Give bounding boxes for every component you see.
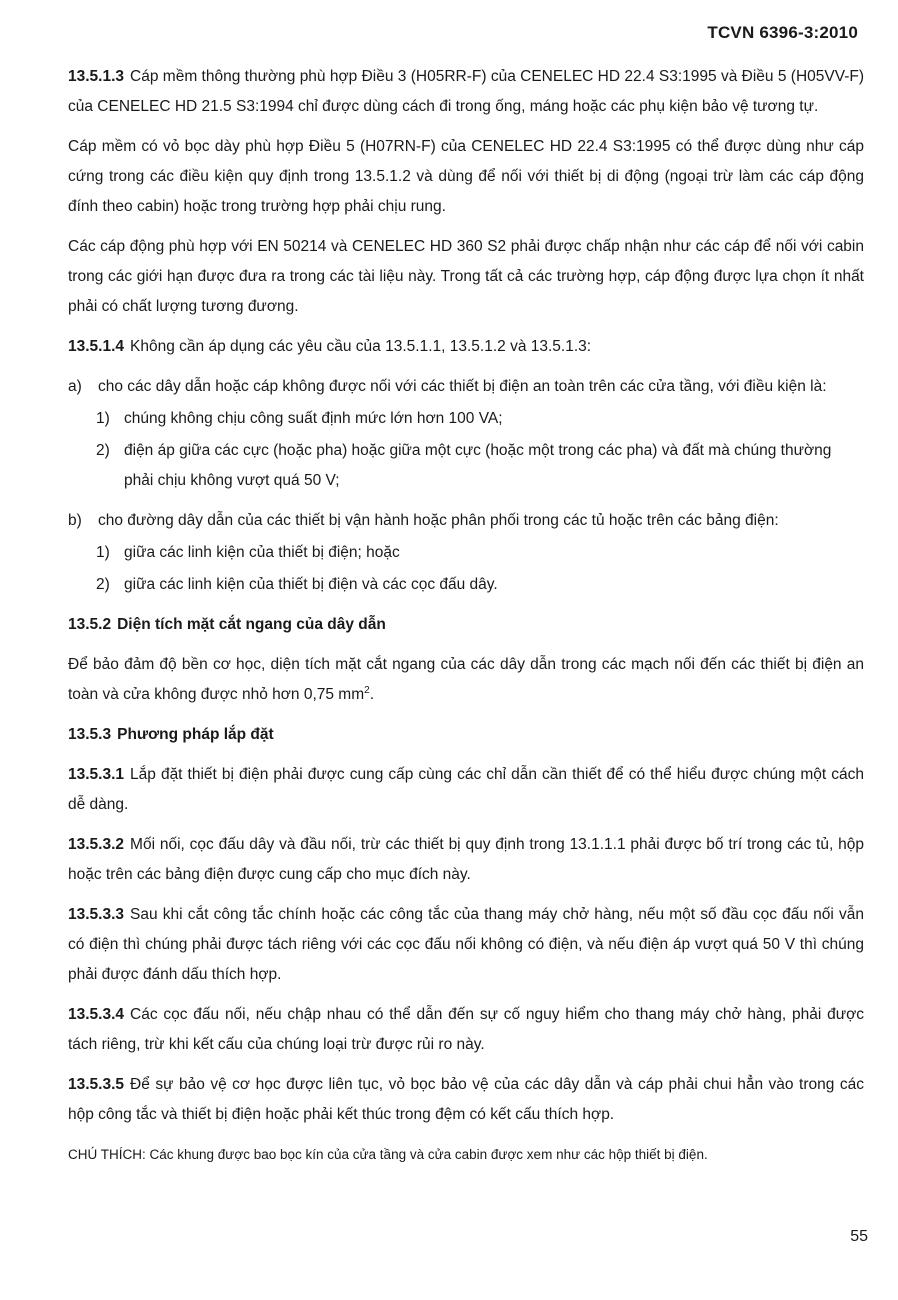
paragraph-end: . [369, 686, 375, 703]
clause-number: 13.5.3.1 [68, 766, 125, 783]
clause-number: 13.5.1.3 [68, 68, 125, 85]
clause-number: 13.5.3.5 [68, 1076, 125, 1093]
list-marker: a) [68, 378, 82, 395]
section-title: Diện tích mặt cắt ngang của dây dẫn [117, 616, 386, 633]
paragraph [68, 650, 864, 710]
clause-text: Sau khi cắt công tắc chính hoặc các công tắc của thang máy chở hàng, nếu một số đầu cọc đấu nối vẫn có điện thì chúng phải được tách riêng với các cọc đấu nối không có điện, và nếu điện áp vượt quá 50 V thì chúng phải được đánh dấu thích hợp. [68, 906, 864, 983]
list-marker: 2) [96, 576, 110, 593]
sublist-b [96, 538, 864, 600]
clause-number: 13.5.3.2 [68, 836, 125, 853]
list-marker: 1) [96, 410, 110, 427]
paragraph: Các cáp động phù hợp với EN 50214 và CENELEC HD 360 S2 phải được chấp nhận như các cáp để nối với cabin trong các giới hạn được đưa ra trong các tài liệu này. Trong tất cả các trường hợp, cáp động được lựa chọn ít nhất phải có chất lượng tương đương. [68, 238, 864, 315]
clause-number: 13.5.3.4 [68, 1006, 125, 1023]
clause-number: 13.5.3.3 [68, 906, 125, 923]
list-item [96, 538, 864, 568]
list-text: điện áp giữa các cực (hoặc pha) hoặc giữa một cực (hoặc một trong các pha) và đất mà chúng thường phải chịu không vượt quá 50 V; [124, 442, 832, 489]
section-heading-13-5-3 [68, 720, 864, 750]
standard-code: TCVN 6396-3:2010 [707, 23, 858, 42]
clause-13-5-3-3 [68, 900, 864, 990]
list-item [96, 436, 864, 496]
clause-13-5-3-5 [68, 1070, 864, 1130]
list-text: giữa các linh kiện của thiết bị điện; hoặc [124, 544, 400, 561]
list-marker: 1) [96, 544, 110, 561]
page-number: 55 [850, 1228, 868, 1245]
clause-text: Mối nối, cọc đấu dây và đầu nối, trừ các thiết bị quy định trong 13.1.1.1 phải được bố trí trong các tủ, hộp hoặc trên các bảng điện được cung cấp cho mục đích này. [68, 836, 864, 883]
superscript: 2 [364, 684, 370, 696]
section-number: 13.5.2 [68, 616, 112, 633]
list-marker: b) [68, 512, 82, 529]
list-text: cho đường dây dẫn của các thiết bị vận hành hoặc phân phối trong các tủ hoặc trên các bảng điện: [98, 512, 779, 529]
section-heading-13-5-2 [68, 610, 864, 640]
paragraph-text: Để bảo đảm độ bền cơ học, diện tích mặt cắt ngang của các dây dẫn trong các mạch nối đến các thiết bị điện an toàn và cửa không được nhỏ hơn 0,75 mm [68, 656, 864, 703]
clause-text: Cáp mềm thông thường phù hợp Điều 3 (H05RR-F) của CENELEC HD 22.4 S3:1995 và Điều 5 (H05VV-F) của CENELEC HD 21.5 S3:1994 chỉ được dùng cách đi trong ống, máng hoặc các phụ kiện bảo vệ tương tự. [68, 68, 864, 115]
note: CHÚ THÍCH: Các khung được bao bọc kín của cửa tầng và cửa cabin được xem như các hộp thiết bị điện. [68, 1147, 708, 1162]
clause-number: 13.5.1.4 [68, 338, 125, 355]
list-marker: 2) [96, 442, 110, 459]
clause-text: Không cần áp dụng các yêu cầu của 13.5.1.1, 13.5.1.2 và 13.5.1.3: [130, 338, 592, 355]
document-body [68, 62, 864, 1170]
list-text: giữa các linh kiện của thiết bị điện và các cọc đấu dây. [124, 576, 498, 593]
list-item-b [68, 506, 864, 536]
list-text: chúng không chịu công suất định mức lớn hơn 100 VA; [124, 410, 503, 427]
sublist-a [96, 404, 864, 496]
clause-text: Lắp đặt thiết bị điện phải được cung cấp cùng các chỉ dẫn cần thiết để có thể hiểu được chúng một cách dễ dàng. [68, 766, 864, 813]
clause-text: Các cọc đấu nối, nếu chập nhau có thể dẫn đến sự cố nguy hiểm cho thang máy chở hàng, phải được tách riêng, trừ khi kết cấu của chúng loại trừ được rủi ro này. [68, 1006, 864, 1053]
clause-13-5-3-4 [68, 1000, 864, 1060]
clause-13-5-1-3 [68, 62, 864, 122]
section-title: Phương pháp lắp đặt [117, 726, 274, 743]
section-number: 13.5.3 [68, 726, 112, 743]
clause-text: Để sự bảo vệ cơ học được liên tục, vỏ bọc bảo vệ của các dây dẫn và cáp phải chui hẳn vào trong các hộp công tắc và thiết bị điện hoặc phải kết thúc trong đệm có kết cấu thích hợp. [68, 1076, 864, 1123]
list-text: cho các dây dẫn hoặc cáp không được nối với các thiết bị điện an toàn trên các cửa tầng, với điều kiện là: [98, 378, 827, 395]
list-item [96, 570, 864, 600]
list-item [96, 404, 864, 434]
clause-13-5-1-4 [68, 332, 864, 362]
paragraph: Cáp mềm có vỏ bọc dày phù hợp Điều 5 (H07RN-F) của CENELEC HD 22.4 S3:1995 có thể được dùng như cáp cứng trong các điều kiện quy định trong 13.5.1.2 và dùng để nối với thiết bị di động (ngoại trừ làm các cáp động đính theo cabin) hoặc trong trường hợp phải chịu rung. [68, 138, 864, 215]
clause-13-5-3-2 [68, 830, 864, 890]
list-item-a [68, 372, 864, 402]
clause-13-5-3-1 [68, 760, 864, 820]
